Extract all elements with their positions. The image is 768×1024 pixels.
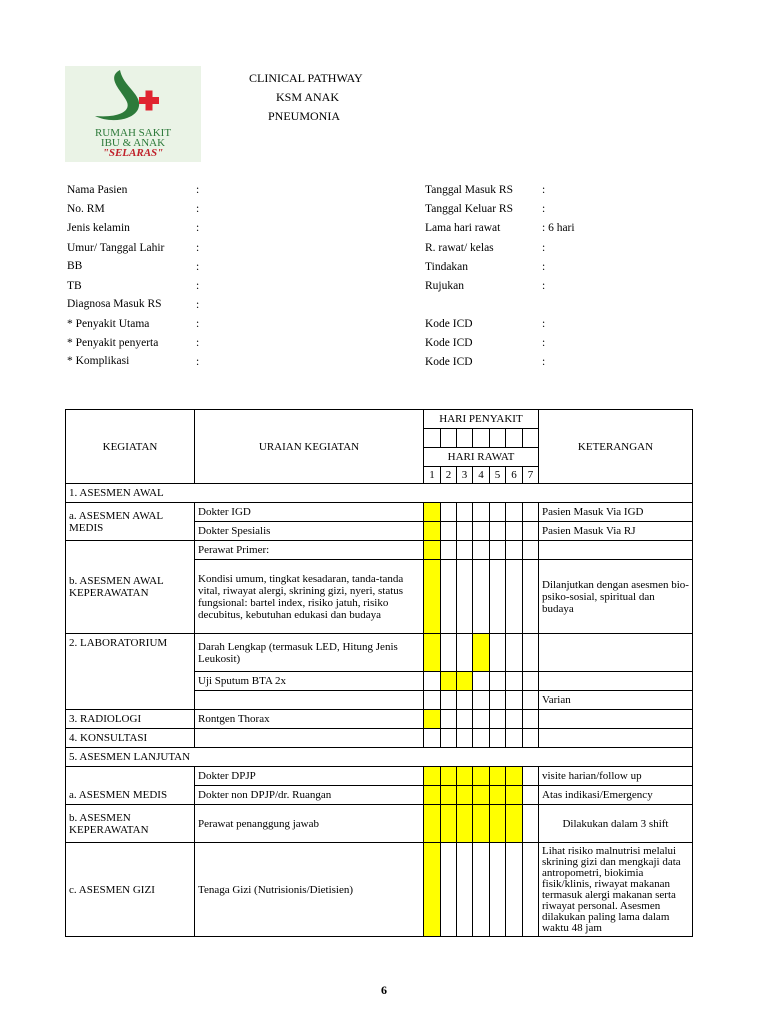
field-value: : xyxy=(196,184,200,196)
field-label: Kode ICD xyxy=(425,318,473,330)
field-label: Tanggal Masuk RS xyxy=(425,184,513,196)
uraian-cell: Dokter IGD xyxy=(195,503,424,522)
field-label: TB xyxy=(67,280,82,292)
keterangan-cell: Varian xyxy=(539,691,693,710)
clinical-pathway-table xyxy=(65,409,693,937)
uraian-cell: Rontgen Thorax xyxy=(195,710,424,729)
day-number: 3 xyxy=(457,467,473,484)
field-label: Kode ICD xyxy=(425,356,473,368)
kegiatan-cell: b. ASESMEN KEPERAWATAN xyxy=(66,805,195,843)
uraian-cell: Uji Sputum BTA 2x xyxy=(195,672,424,691)
field-value: : xyxy=(196,222,200,234)
table-row xyxy=(66,503,693,522)
uraian-cell: Dokter DPJP xyxy=(195,767,424,786)
field-value: : xyxy=(542,242,546,254)
keterangan-cell: Lihat risiko malnutrisi melalui skrining gizi dan mengkaji data antropometri, biokimia fisik/klinis, riwayat makanan termasuk alergi makanan serta riwayat personal. Asesmen dilakukan paling lama dalam waktu 48 jam xyxy=(539,843,693,937)
field-value: : xyxy=(196,337,200,349)
field-label: * Komplikasi xyxy=(67,355,130,367)
day-number: 6 xyxy=(506,467,523,484)
title-line-1: CLINICAL PATHWAY xyxy=(249,71,363,85)
table-header-row xyxy=(66,410,693,429)
field-label: * Penyakit Utama xyxy=(67,318,150,330)
table-row xyxy=(66,634,693,672)
field-label: Kode ICD xyxy=(425,337,473,349)
table-row xyxy=(66,843,693,937)
title-line-3: PNEUMONIA xyxy=(268,109,340,123)
field-value: : 6 hari xyxy=(542,222,575,234)
field-label: Diagnosa Masuk RS xyxy=(67,298,162,310)
field-label: BB xyxy=(67,260,83,272)
kegiatan-cell: b. ASESMEN AWAL KEPERAWATAN xyxy=(66,541,195,634)
title-line-2: KSM ANAK xyxy=(276,90,340,104)
field-value: : xyxy=(196,261,200,273)
field-label: R. rawat/ kelas xyxy=(425,242,494,254)
header-hari-rawat: HARI RAWAT xyxy=(424,448,539,467)
kegiatan-cell: a. ASESMEN AWAL MEDIS xyxy=(66,503,195,541)
table-row xyxy=(66,767,693,786)
day-number: 4 xyxy=(473,467,490,484)
field-value: : xyxy=(542,318,546,330)
section-row xyxy=(66,748,693,767)
uraian-cell: Tenaga Gizi (Nutrisionis/Dietisien) xyxy=(195,843,424,937)
table-row xyxy=(66,805,693,843)
logo-line-2: IBU & ANAK xyxy=(100,137,166,149)
field-value: : xyxy=(196,203,200,215)
keterangan-cell: Dilanjutkan dengan asesmen bio-psiko-sosial, spiritual dan budaya xyxy=(539,560,693,634)
field-label: No. RM xyxy=(67,203,105,215)
kegiatan-cell: a. ASESMEN MEDIS xyxy=(66,767,195,805)
field-label: Jenis kelamin xyxy=(67,222,130,234)
field-value: : xyxy=(196,280,200,292)
keterangan-cell: Pasien Masuk Via IGD xyxy=(539,503,693,522)
field-label: Tindakan xyxy=(425,261,469,273)
uraian-cell: Dokter non DPJP/dr. Ruangan xyxy=(195,786,424,805)
day-number: 7 xyxy=(523,467,539,484)
field-label: Nama Pasien xyxy=(67,184,128,196)
document-title xyxy=(249,69,363,126)
page-number: 6 xyxy=(381,983,387,997)
keterangan-cell: Pasien Masuk Via RJ xyxy=(539,522,693,541)
table-row xyxy=(66,729,693,748)
field-value: : xyxy=(542,280,546,292)
table-row xyxy=(66,541,693,560)
day-number: 5 xyxy=(490,467,506,484)
field-value: : xyxy=(196,242,200,254)
logo-line-3: "SELARAS" xyxy=(102,147,164,159)
header-keterangan: KETERANGAN xyxy=(539,410,693,484)
section-title: 1. ASESMEN AWAL xyxy=(66,484,693,503)
field-label: Tanggal Keluar RS xyxy=(425,203,513,215)
keterangan-cell: visite harian/follow up xyxy=(539,767,693,786)
field-value: : xyxy=(196,318,200,330)
field-value: : xyxy=(542,261,546,273)
uraian-cell: Darah Lengkap (termasuk LED, Hitung Jenis Leukosit) xyxy=(195,634,424,672)
field-label: Lama hari rawat xyxy=(425,222,501,234)
field-value: : xyxy=(196,356,200,368)
uraian-cell: Dokter Spesialis xyxy=(195,522,424,541)
keterangan-cell: Dilakukan dalam 3 shift xyxy=(539,805,693,843)
kegiatan-cell: 2. LABORATORIUM xyxy=(66,634,195,710)
section-row xyxy=(66,484,693,503)
field-value: : xyxy=(542,203,546,215)
uraian-cell: Kondisi umum, tingkat kesadaran, tanda-tanda vital, riwayat alergi, skrining gizi, nyeri, status fungsional: bartel index, risiko jatuh, risiko decubitus, kebutuhan edukasi dan budaya xyxy=(195,560,424,634)
kegiatan-cell: 4. KONSULTASI xyxy=(66,729,195,748)
field-value: : xyxy=(542,356,546,368)
field-value: : xyxy=(542,184,546,196)
day-number: 2 xyxy=(441,467,457,484)
header-uraian: URAIAN KEGIATAN xyxy=(195,410,424,484)
header-hari-penyakit: HARI PENYAKIT xyxy=(424,410,539,429)
uraian-cell: Perawat penanggung jawab xyxy=(195,805,424,843)
keterangan-cell: Atas indikasi/Emergency xyxy=(539,786,693,805)
section-title: 5. ASESMEN LANJUTAN xyxy=(66,748,693,767)
hospital-logo xyxy=(65,66,201,162)
field-value: : xyxy=(542,337,546,349)
day-number: 1 xyxy=(424,467,441,484)
uraian-cell: Perawat Primer: xyxy=(195,541,424,560)
kegiatan-cell: 3. RADIOLOGI xyxy=(66,710,195,729)
table-row xyxy=(66,710,693,729)
field-label: * Penyakit penyerta xyxy=(67,337,159,349)
field-label: Rujukan xyxy=(425,280,464,292)
logo-line-1: RUMAH SAKIT xyxy=(94,127,172,139)
field-label: Umur/ Tanggal Lahir xyxy=(67,242,165,254)
field-value: : xyxy=(196,299,200,311)
kegiatan-cell: c. ASESMEN GIZI xyxy=(66,843,195,937)
header-kegiatan: KEGIATAN xyxy=(66,410,195,484)
